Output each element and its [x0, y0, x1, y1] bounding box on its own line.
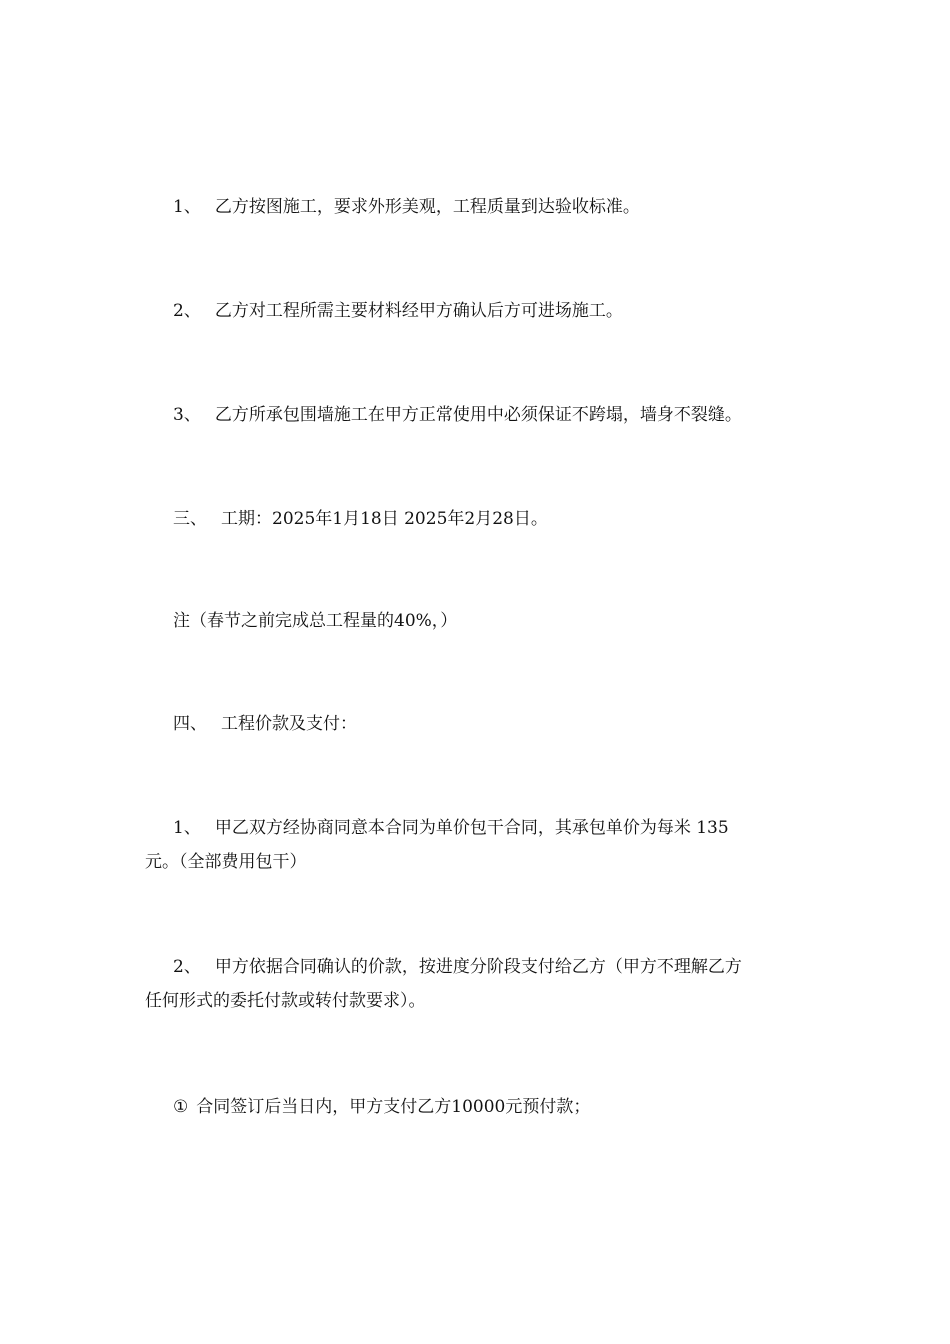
item-marker: 2、	[173, 957, 201, 977]
section-heading-schedule	[145, 502, 815, 536]
paragraph-quality-requirement	[145, 190, 815, 224]
item-marker: 3、	[173, 405, 201, 425]
paragraph-text: 工程价款及支付：	[221, 714, 357, 734]
paragraph-text: 乙方按图施工，要求外形美观，工程质量到达验收标准。	[214, 197, 640, 217]
paragraph-note	[145, 604, 815, 638]
paragraph-material-confirmation	[145, 294, 815, 328]
item-marker: 1、	[173, 818, 201, 838]
paragraph-text: 合同签订后当日内，甲方支付乙方10000元预付款；	[196, 1097, 591, 1117]
circled-number-marker: ①	[173, 1097, 189, 1117]
section-marker: 三、	[173, 509, 207, 529]
section-marker: 四、	[173, 714, 207, 734]
paragraph-text: 甲乙双方经协商同意本合同为单价包干合同，其承包单价为每米 135	[214, 818, 729, 838]
section-heading-payment	[145, 707, 815, 741]
paragraph-text: 乙方所承包围墙施工在甲方正常使用中必须保证不跨塌，墙身不裂缝。	[214, 405, 742, 425]
item-marker: 2、	[173, 301, 201, 321]
paragraph-wall-guarantee	[145, 398, 815, 432]
paragraph-text: 乙方对工程所需主要材料经甲方确认后方可进场施工。	[214, 301, 623, 321]
paragraph-text: 注（春节之前完成总工程量的40%，）	[173, 611, 458, 631]
paragraph-text-continued: 任何形式的委托付款或转付款要求）。	[145, 991, 426, 1011]
paragraph-text-continued: 元。（全部费用包干）	[145, 852, 307, 872]
paragraph-advance-payment	[145, 1090, 815, 1124]
paragraph-text: 甲方依据合同确认的价款，按进度分阶段支付给乙方（甲方不理解乙方	[214, 957, 742, 977]
paragraph-text: 工期：2025年1月18日 2025年2月28日。	[221, 509, 548, 529]
paragraph-unit-price	[145, 811, 815, 879]
item-marker: 1、	[173, 197, 201, 217]
paragraph-payment-method	[145, 950, 815, 1018]
